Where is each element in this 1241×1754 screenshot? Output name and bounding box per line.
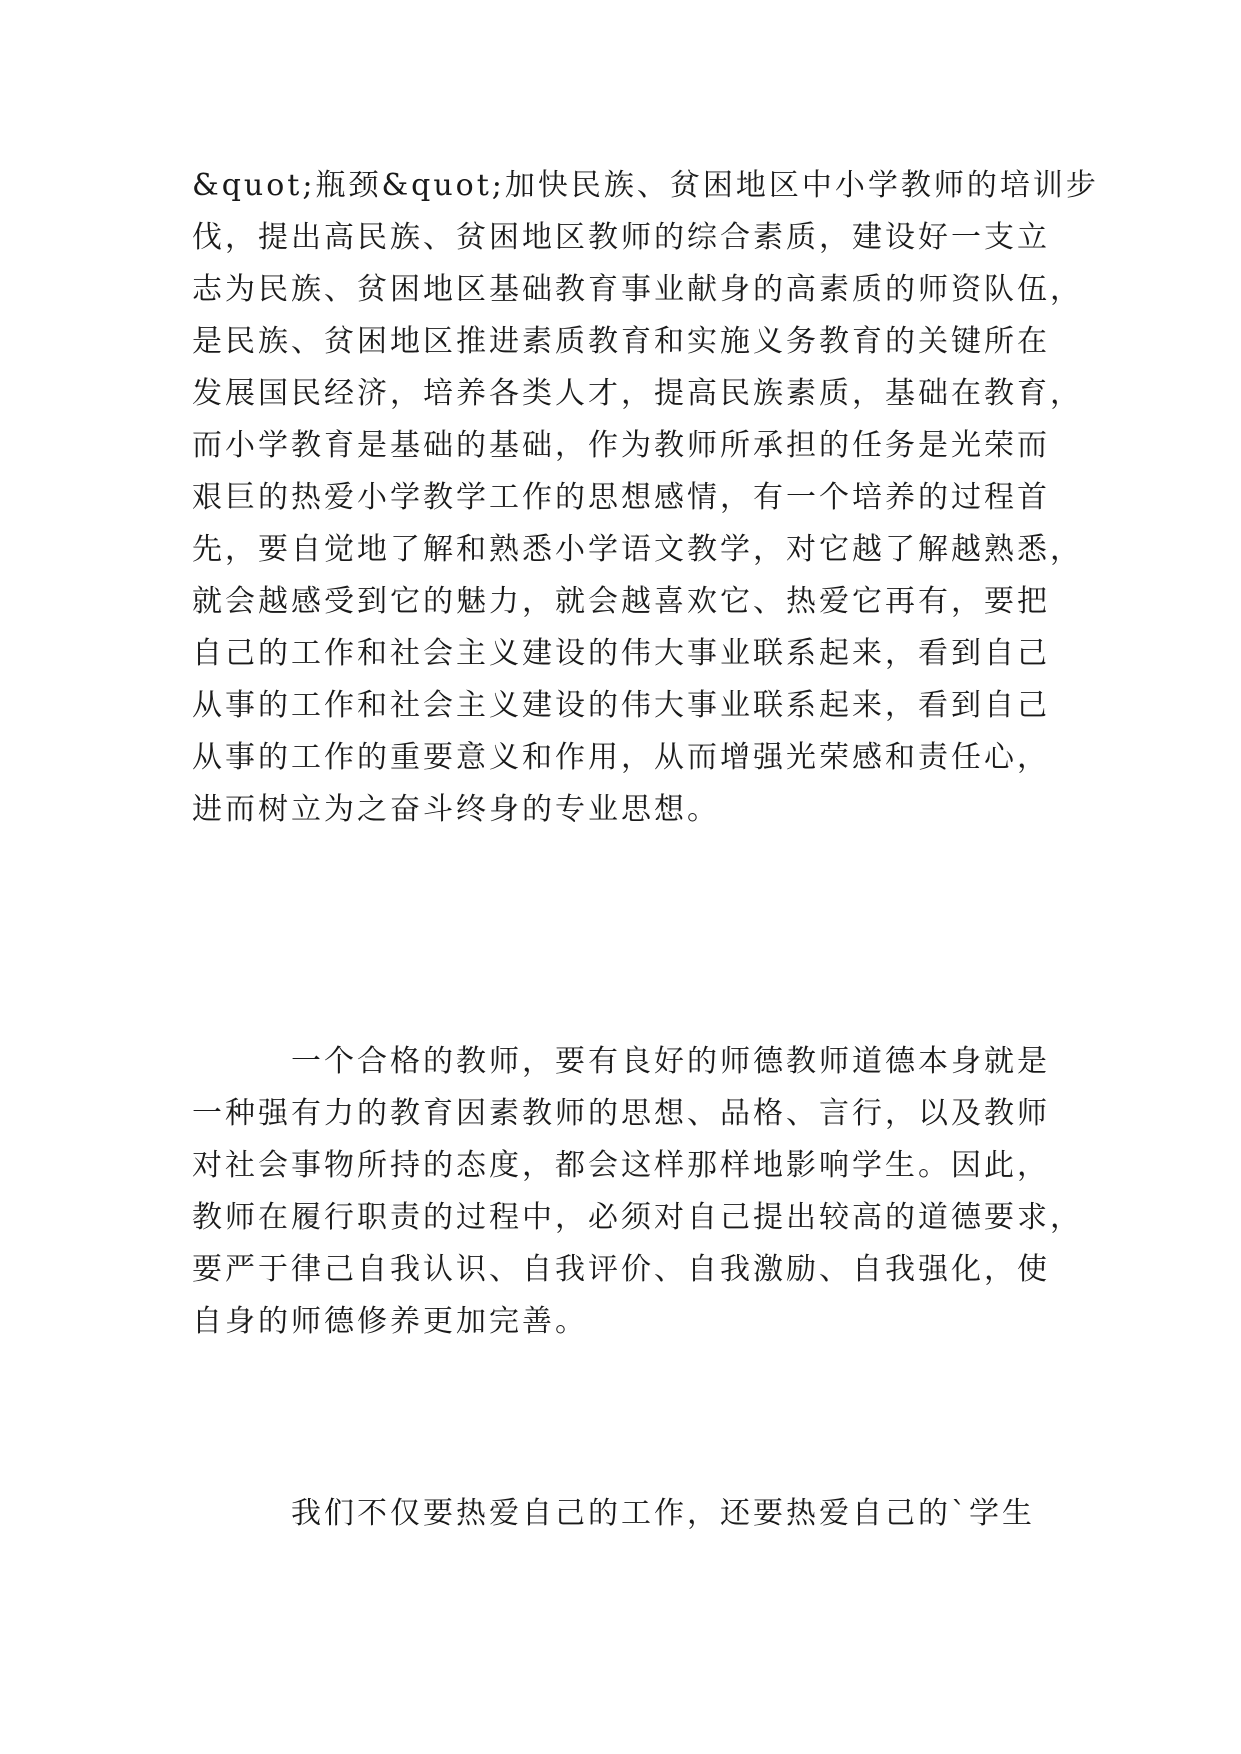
paragraph-line: 伐，提出高民族、贫困地区教师的综合素质，建设好一支立: [192, 220, 1050, 255]
paragraph-line: 自己的工作和社会主义建设的伟大事业联系起来，看到自己: [192, 636, 1050, 671]
paragraph-line: 自身的师德修养更加完善。: [192, 1304, 588, 1339]
paragraph-3: [192, 1488, 1092, 1540]
paragraph-line: 艰巨的热爱小学教学工作的思想感情，有一个培养的过程首: [192, 480, 1050, 515]
paragraph-line: 是民族、贫困地区推进素质教育和实施义务教育的关键所在: [192, 324, 1050, 359]
paragraph-line: 从事的工作的重要意义和作用，从而增强光荣感和责任心，: [192, 740, 1050, 775]
paragraph-line: 就会越感受到它的魅力，就会越喜欢它、热爱它再有，要把: [192, 584, 1050, 619]
paragraph-line: 对社会事物所持的态度，都会这样那样地影响学生。因此，: [192, 1148, 1050, 1183]
paragraph-line: 进而树立为之奋斗终身的专业思想。: [192, 792, 720, 827]
paragraph-line: 从事的工作和社会主义建设的伟大事业联系起来，看到自己: [192, 688, 1050, 723]
paragraph-line: 要严于律己自我认识、自我评价、自我激励、自我强化，使: [192, 1252, 1050, 1287]
paragraph-line: 一个合格的教师，要有良好的师德教师道德本身就是: [192, 1044, 1050, 1079]
paragraph-line: 志为民族、贫困地区基础教育事业献身的高素质的师资队伍，: [192, 272, 1083, 307]
paragraph-line: 而小学教育是基础的基础，作为教师所承担的任务是光荣而: [192, 428, 1050, 463]
paragraph-1: [192, 160, 1099, 836]
paragraph-line: &quot;瓶颈&quot;加快民族、贫困地区中小学教师的培训步: [192, 168, 1099, 203]
paragraph-2: [192, 1036, 1092, 1348]
paragraph-line: 发展国民经济，培养各类人才，提高民族素质，基础在教育，: [192, 376, 1083, 411]
paragraph-line: 一种强有力的教育因素教师的思想、品格、言行，以及教师: [192, 1096, 1050, 1131]
paragraph-line: 教师在履行职责的过程中，必须对自己提出较高的道德要求，: [192, 1200, 1083, 1235]
paragraph-line: 我们不仅要热爱自己的工作，还要热爱自己的`学生: [192, 1496, 1035, 1531]
paragraph-line: 先，要自觉地了解和熟悉小学语文教学，对它越了解越熟悉，: [192, 532, 1083, 567]
